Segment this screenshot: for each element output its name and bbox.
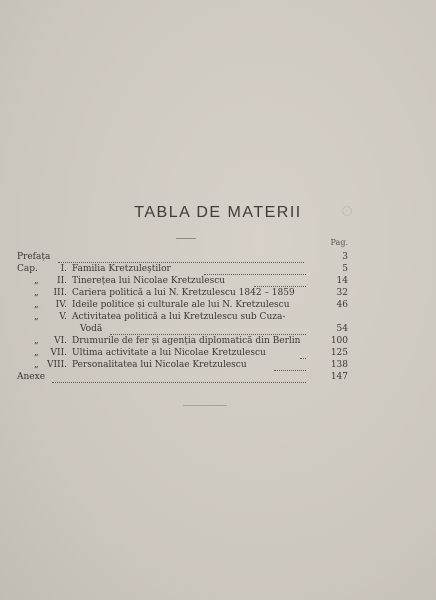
chapter-number: VI. [54,336,67,346]
chapter-number: VII. [50,348,67,358]
toc-entry [0,288,436,300]
chapter-title: Activitatea politică a lui Kretzulescu sub Cuza- [72,312,286,322]
chapter-title: Personalitatea lui Nicolae Kretzulescu [72,360,247,370]
page-column-label: Pag. [330,238,348,247]
toc-entry [0,372,436,384]
chapter-number: V. [59,312,67,322]
chapter-title: Tinerețea lui Nicolae Kretzulescu [72,276,226,286]
toc-lead: Cap. [17,264,38,274]
toc-page-number: 100 [330,336,348,346]
toc-lead: „ [34,360,39,370]
toc-page-number: 3 [342,252,348,262]
toc-entry [0,348,436,360]
page-title: TABLA DE MATERII [134,204,302,221]
toc-lead: Anexe [17,372,46,382]
toc-entry [0,276,436,288]
chapter-title: Vodă [80,324,103,334]
toc-lead: „ [34,276,39,286]
chapter-title: Ideile politice și culturale ale lui N. Kretzulescu [72,300,290,310]
toc-entry [0,336,436,348]
toc-page-number: 14 [336,276,348,286]
leader-dots [300,354,306,359]
chapter-title: Ultima activitate a lui Nicolae Kretzulescu [72,348,266,358]
toc-page-number: 5 [342,264,348,274]
toc-lead: „ [34,348,39,358]
chapter-title: Cariera politică a lui N. Kretzulescu 1842 – 1859 [72,288,295,298]
leader-dots [58,258,304,263]
toc-entry [0,360,436,372]
leader-dots [254,282,306,287]
toc-page-number: 147 [330,372,348,382]
leader-dots [204,270,306,275]
chapter-number: I. [60,264,67,274]
toc-page-number: 125 [330,348,348,358]
toc-lead: „ [34,300,39,310]
toc-lead: Prefața [17,252,51,262]
toc-entry-continuation [0,324,436,336]
chapter-title: Drumurile de fer și agenția diplomatică din Berlin [72,336,301,346]
closing-divider [183,405,227,406]
chapter-number: II. [57,276,67,286]
chapter-title: Familia Kretzuleștilor [72,264,171,274]
toc-page-number: 54 [336,324,348,334]
leader-dots [52,378,306,383]
toc-lead: „ [34,288,39,298]
chapter-number: IV. [55,300,67,310]
toc-entry [0,252,436,264]
toc-entry [0,264,436,276]
toc-lead: „ [34,312,39,322]
toc-page-number: 138 [330,360,348,370]
toc-entry [0,312,436,324]
leader-dots [274,366,306,371]
chapter-number: III. [53,288,67,298]
toc-lead: „ [34,336,39,346]
toc-page-number: 46 [336,300,348,310]
toc-entry [0,300,436,312]
toc-page-number: 32 [336,288,348,298]
leader-dots [110,330,306,335]
chapter-number: VIII. [46,360,67,370]
